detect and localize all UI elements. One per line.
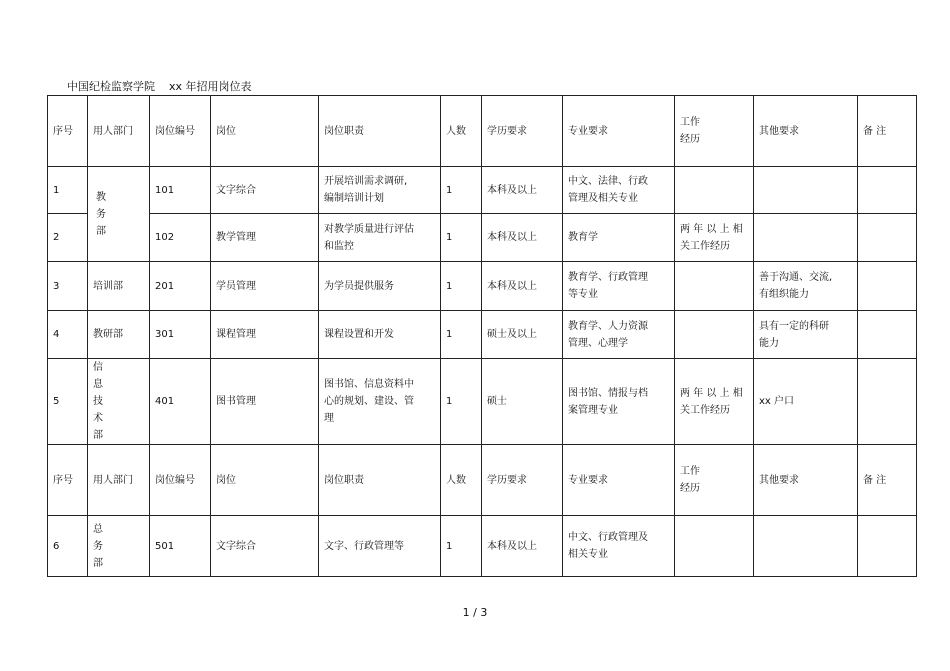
cell-note <box>858 311 917 359</box>
cell-major <box>563 262 675 311</box>
cell-line: 心的规划、建设、管 <box>324 396 414 407</box>
page-number: 1 / 3 <box>462 606 488 619</box>
cell-post: 文字综合 <box>211 516 319 577</box>
header-other: 其他要求 <box>754 96 858 167</box>
cell-line: 部 <box>93 430 103 441</box>
cell-count: 1 <box>441 214 482 262</box>
cell-edu: 本科及以上 <box>482 214 563 262</box>
header-exp <box>675 445 754 516</box>
cell-note <box>858 167 917 214</box>
cell-line: 等专业 <box>568 289 598 300</box>
cell-line: xx 户口 <box>759 396 795 407</box>
cell-line: 理 <box>324 413 334 424</box>
header-edu: 学历要求 <box>482 445 563 516</box>
cell-line: 教育学 <box>568 232 598 243</box>
cell-no: 1 <box>48 167 88 214</box>
document-title: 中国纪检监察学院 xx 年招用岗位表 <box>67 80 252 93</box>
cell-other <box>754 262 858 311</box>
cell-exp <box>675 262 754 311</box>
cell-line: 务 <box>96 208 106 220</box>
cell-edu: 本科及以上 <box>482 167 563 214</box>
header-dept: 用人部门 <box>88 445 150 516</box>
cell-exp <box>675 359 754 445</box>
cell-exp <box>675 167 754 214</box>
cell-line: 两 年 以 上 相 <box>680 387 743 399</box>
cell-post-id: 201 <box>150 262 211 311</box>
header-note: 备 注 <box>858 96 917 167</box>
header-post: 岗位 <box>211 96 319 167</box>
cell-post: 图书管理 <box>211 359 319 445</box>
header-count: 人数 <box>441 445 482 516</box>
cell-line: 培训部 <box>93 280 123 292</box>
cell-line: 教研部 <box>93 329 123 340</box>
cell-duty <box>319 167 441 214</box>
header-post-id: 岗位编号 <box>150 445 211 516</box>
cell-edu: 硕士及以上 <box>482 311 563 359</box>
cell-line: 为学员提供服务 <box>324 280 394 292</box>
cell-line: 技 <box>93 396 103 407</box>
cell-dept <box>88 262 150 311</box>
cell-exp <box>675 214 754 262</box>
header-duty: 岗位职责 <box>319 96 441 167</box>
cell-line: 案管理专业 <box>568 404 618 416</box>
cell-line: 教育学、人力资源 <box>568 320 648 332</box>
cell-line: 信 <box>93 362 103 373</box>
cell-line: 息 <box>93 379 103 390</box>
table-row <box>48 516 917 577</box>
cell-post: 课程管理 <box>211 311 319 359</box>
cell-other <box>754 311 858 359</box>
cell-post: 文字综合 <box>211 167 319 214</box>
cell-count: 1 <box>441 516 482 577</box>
table-row <box>48 214 917 262</box>
cell-other <box>754 167 858 214</box>
cell-count: 1 <box>441 311 482 359</box>
cell-line: 中文、行政管理及 <box>568 532 648 543</box>
cell-major <box>563 167 675 214</box>
cell-line: 经历 <box>680 483 700 494</box>
cell-no: 4 <box>48 311 88 359</box>
table-row <box>48 262 917 311</box>
cell-line: 图书馆、情报与档 <box>568 387 648 399</box>
cell-note <box>858 262 917 311</box>
cell-line: 关工作经历 <box>680 240 730 252</box>
cell-line: 教育学、行政管理 <box>568 272 648 283</box>
cell-post-id: 401 <box>150 359 211 445</box>
cell-edu: 本科及以上 <box>482 516 563 577</box>
cell-post-id: 102 <box>150 214 211 262</box>
cell-post: 教学管理 <box>211 214 319 262</box>
cell-exp <box>675 516 754 577</box>
cell-line: 工作 <box>680 466 700 477</box>
cell-duty <box>319 516 441 577</box>
header-no: 序号 <box>48 96 88 167</box>
job-table <box>47 95 917 577</box>
cell-line: 关工作经历 <box>680 404 730 416</box>
cell-line: 中文、法律、行政 <box>568 176 648 187</box>
cell-dept-merged <box>88 167 150 262</box>
cell-duty <box>319 262 441 311</box>
table-row <box>48 359 917 445</box>
cell-line: 两 年 以 上 相 <box>680 223 743 235</box>
cell-other <box>754 214 858 262</box>
cell-major <box>563 311 675 359</box>
header-post-id: 岗位编号 <box>150 96 211 167</box>
table-row <box>48 311 917 359</box>
cell-duty <box>319 359 441 445</box>
header-no: 序号 <box>48 445 88 516</box>
cell-note <box>858 516 917 577</box>
cell-dept <box>88 359 150 445</box>
cell-post-id: 301 <box>150 311 211 359</box>
cell-edu: 本科及以上 <box>482 262 563 311</box>
cell-line: 有组织能力 <box>759 289 809 300</box>
cell-no: 5 <box>48 359 88 445</box>
cell-line: 务 <box>93 540 103 552</box>
cell-line: 经历 <box>680 134 700 145</box>
cell-dept <box>88 516 150 577</box>
cell-line: 编制培训计划 <box>324 193 384 204</box>
cell-line: 相关专业 <box>568 549 608 560</box>
header-row <box>48 96 917 167</box>
header-post: 岗位 <box>211 445 319 516</box>
cell-post-id: 501 <box>150 516 211 577</box>
cell-line: 教 <box>96 191 106 203</box>
cell-other <box>754 359 858 445</box>
cell-line: 管理、心理学 <box>568 337 628 349</box>
cell-line: 部 <box>93 557 103 569</box>
cell-exp <box>675 311 754 359</box>
cell-no: 3 <box>48 262 88 311</box>
cell-line: 文字、行政管理等 <box>324 540 404 552</box>
cell-line: 总 <box>93 523 103 535</box>
header-duty: 岗位职责 <box>319 445 441 516</box>
header-row-repeat <box>48 445 917 516</box>
table-row <box>48 167 917 214</box>
cell-count: 1 <box>441 359 482 445</box>
cell-line: 善于沟通、交流, <box>759 272 833 283</box>
header-major: 专业要求 <box>563 96 675 167</box>
cell-major <box>563 214 675 262</box>
cell-line: 管理及相关专业 <box>568 193 638 204</box>
cell-line: 部 <box>96 225 106 237</box>
cell-edu: 硕士 <box>482 359 563 445</box>
header-major: 专业要求 <box>563 445 675 516</box>
cell-duty <box>319 311 441 359</box>
cell-note <box>858 214 917 262</box>
cell-duty <box>319 214 441 262</box>
cell-line: 对教学质量进行评估 <box>324 223 414 235</box>
cell-major <box>563 516 675 577</box>
header-exp <box>675 96 754 167</box>
header-note: 备 注 <box>858 445 917 516</box>
cell-no: 2 <box>48 214 88 262</box>
cell-line: 图书馆、信息资料中 <box>324 379 414 390</box>
cell-line: 能力 <box>759 337 779 349</box>
header-edu: 学历要求 <box>482 96 563 167</box>
cell-post: 学员管理 <box>211 262 319 311</box>
cell-line: 具有一定的科研 <box>759 320 829 332</box>
cell-line: 课程设置和开发 <box>324 329 394 340</box>
cell-dept <box>88 311 150 359</box>
cell-no: 6 <box>48 516 88 577</box>
cell-line: 和监控 <box>324 240 354 252</box>
header-other: 其他要求 <box>754 445 858 516</box>
cell-major <box>563 359 675 445</box>
cell-count: 1 <box>441 262 482 311</box>
cell-line: 术 <box>93 413 103 424</box>
cell-note <box>858 359 917 445</box>
header-dept: 用人部门 <box>88 96 150 167</box>
cell-count: 1 <box>441 167 482 214</box>
header-count: 人数 <box>441 96 482 167</box>
cell-other <box>754 516 858 577</box>
cell-line: 开展培训需求调研, <box>324 176 408 187</box>
cell-post-id: 101 <box>150 167 211 214</box>
cell-line: 工作 <box>680 117 700 128</box>
